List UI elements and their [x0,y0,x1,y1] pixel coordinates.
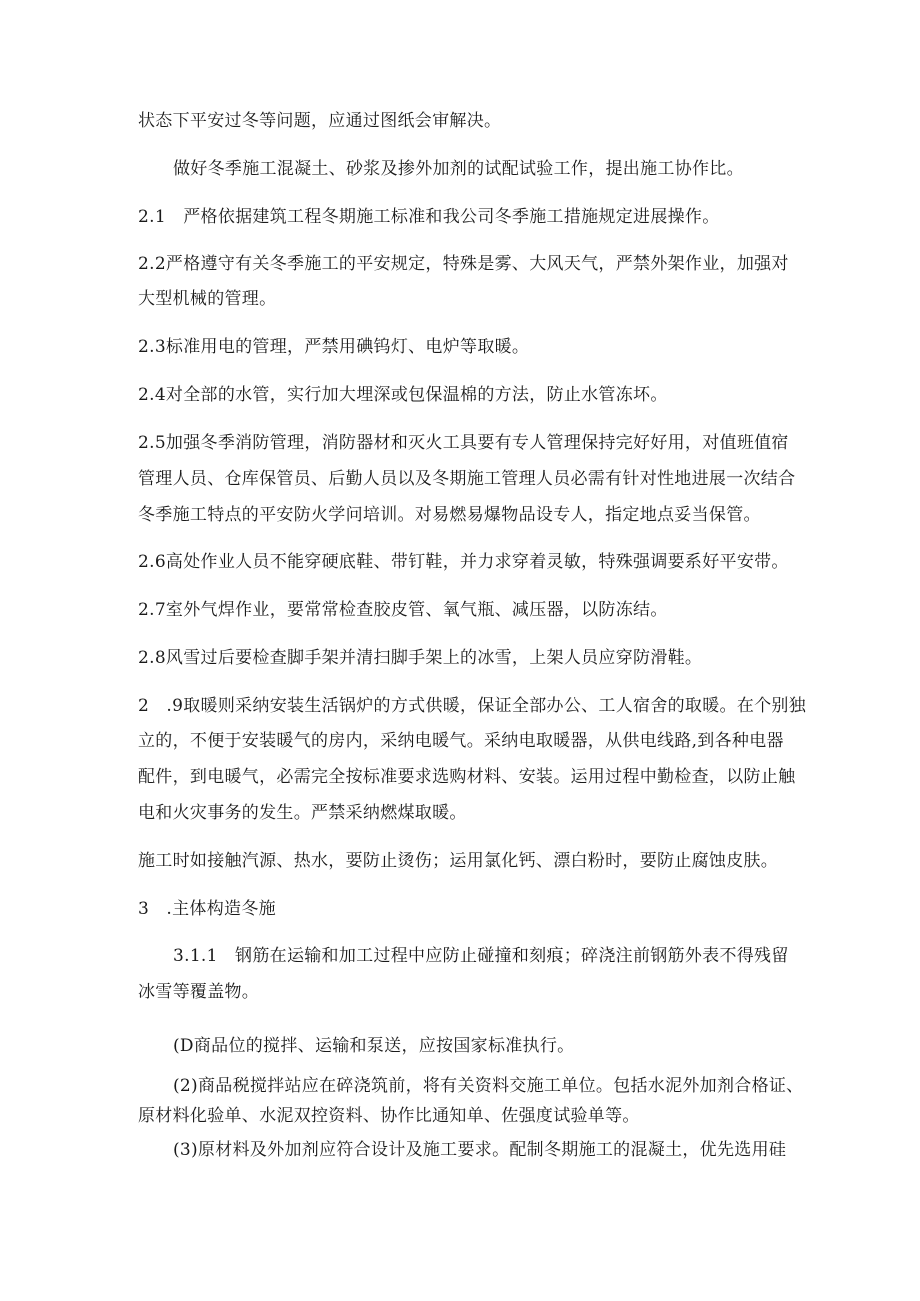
section-2-6: 2.6高处作业人员不能穿硬底鞋、带钉鞋，并力求穿着灵敏，特殊强调要系好平安带。 [138,552,789,572]
list-item-2: (2)商品税搅拌站应在碎浇筑前，将有关资料交施工单位。包括水泥外加剂合格证、 [173,1076,804,1096]
section-heading-3: 3 .主体构造冬施 [138,899,276,919]
section-2-2: 2.2严格遵守有关冬季施工的平安规定，特殊是雾、大风天气，严禁外架作业，加强对 [138,254,789,274]
section-2-1: 2.1 严格依据建筑工程冬期施工标准和我公司冬季施工措施规定进展操作。 [138,207,720,227]
paragraph-line: 管理人员、仓库保管员、后勤人员以及冬期施工管理人员必需有针对性地进展一次结合 [138,469,796,489]
paragraph-line: 冰雪等覆盖物。 [138,982,260,1002]
paragraph-line: 做好冬季施工混凝土、砂浆及掺外加剂的试配试验工作，提出施工协作比。 [173,159,744,179]
section-2-9: 2 .9取暖则采纳安装生活锅炉的方式供暖，保证全部办公、工人宿舍的取暖。在个别独 [138,696,807,716]
paragraph-line: 原材料化验单、水泥双控资料、协作比通知单、佐强度试验单等。 [138,1106,640,1126]
section-2-7: 2.7室外气焊作业，要常常检查胶皮管、氧气瓶、减压器，以防冻结。 [138,600,668,620]
paragraph-line: 状态下平安过冬等问题，应通过图纸会审解决。 [138,111,502,131]
section-3-1-1: 3.1.1 钢筋在运输和加工过程中应防止碰撞和刻痕；碎浇注前钢筋外表不得残留 [173,946,789,966]
paragraph-line: 电和火灾事务的发生。严禁采纳燃煤取暖。 [138,803,467,823]
section-2-4: 2.4对全部的水管，实行加大埋深或包保温棉的方法，防止水管冻坏。 [138,385,668,405]
section-2-5: 2.5加强冬季消防管理，消防器材和灭火工具要有专人管理保持完好好用，对值班值宿 [138,433,789,453]
section-2-3: 2.3标准用电的管理，严禁用碘钨灯、电炉等取暖。 [138,337,530,357]
paragraph-line: 立的，不便于安装暖气的房内，采纳电暖气。采纳电取暖器，从供电线路,到各种电器 [138,731,784,751]
list-item-1: (D商品位的搅拌、运输和泵送，应按国家标准执行。 [173,1036,575,1056]
paragraph-line: 配件，到电暖气，必需完全按标准要求选购材料、安装。运用过程中勤检查，以防止触 [138,767,796,787]
paragraph-line: 大型机械的管理。 [138,289,277,309]
list-item-3: (3)原材料及外加剂应符合设计及施工要求。配制冬期施工的混凝土，优先选用硅 [173,1140,787,1160]
paragraph-line: 施工时如接触汽源、热水，要防止烫伤；运用氯化钙、漂白粉时，要防止腐蚀皮肤。 [138,851,779,871]
section-2-8: 2.8风雪过后要检查脚手架并清扫脚手架上的冰雪，上架人员应穿防滑鞋。 [138,648,703,668]
paragraph-line: 冬季施工特点的平安防火学问培训。对易燃易爆物品设专人，指定地点妥当保管。 [138,505,761,525]
